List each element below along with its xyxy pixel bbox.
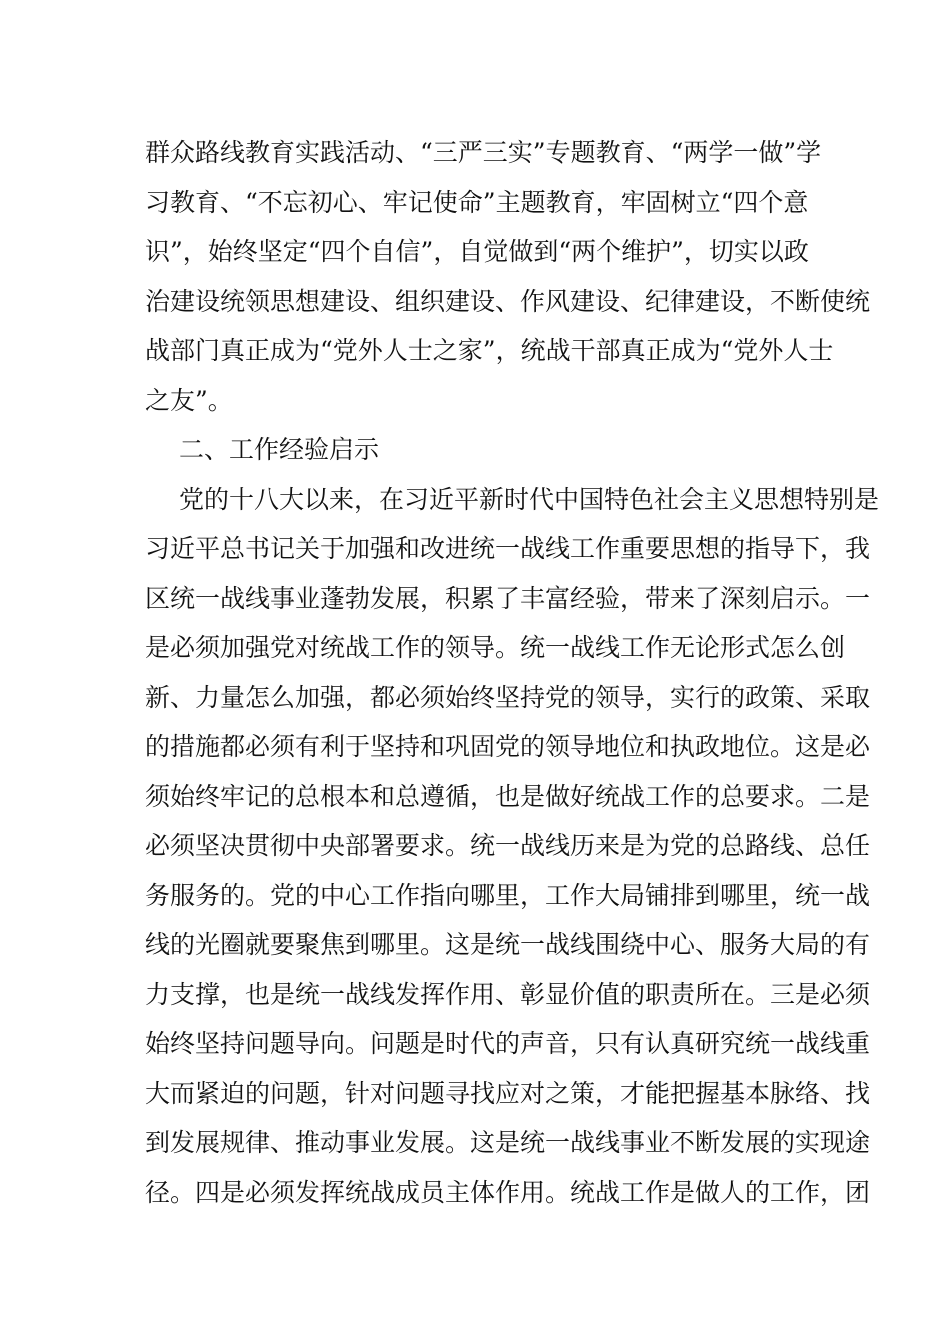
document-body xyxy=(145,128,880,1217)
body-line: 之友”。 xyxy=(145,385,233,415)
body-line: 新、力量怎么加强，都必须始终坚持党的领导，实行的政策、采取 xyxy=(145,682,871,712)
body-line: 群众路线教育实践活动、“三严三实”专题教育、“两学一做”学 xyxy=(145,138,822,167)
body-line: 大而紧迫的问题，针对问题寻找应对之策，才能把握基本脉络、找 xyxy=(145,1078,871,1108)
body-line: 线的光圈就要聚焦到哪里。这是统一战线围绕中心、服务大局的有 xyxy=(145,930,871,959)
body-line: 始终坚持问题导向。问题是时代的声音，只有认真研究统一战线重 xyxy=(145,1029,871,1058)
body-line: 党的十八大以来，在习近平新时代中国特色社会主义思想特别是 xyxy=(179,484,880,514)
body-line: 战部门真正成为“党外人士之家”，统战干部真正成为“党外人士 xyxy=(145,336,834,365)
body-line: 习教育、“不忘初心、牢记使命”主题教育，牢固树立“四个意 xyxy=(145,187,809,217)
body-line: 的措施都必须有利于坚持和巩固党的领导地位和执政地位。这是必 xyxy=(145,732,871,761)
body-line: 须始终牢记的总根本和总遵循，也是做好统战工作的总要求。二是 xyxy=(145,781,871,811)
body-line: 到发展规律、推动事业发展。这是统一战线事业不断发展的实现途 xyxy=(145,1128,871,1157)
body-line: 径。四是必须发挥统战成员主体作用。统战工作是做人的工作，团 xyxy=(145,1177,871,1207)
body-line: 习近平总书记关于加强和改进统一战线工作重要思想的指导下，我 xyxy=(145,534,871,563)
body-line: 治建设统领思想建设、组织建设、作风建设、纪律建设，不断使统 xyxy=(145,286,871,316)
body-line: 必须坚决贯彻中央部署要求。统一战线历来是为党的总路线、总任 xyxy=(145,831,871,860)
body-line: 是必须加强党对统战工作的领导。统一战线工作无论形式怎么创 xyxy=(145,633,846,662)
section-heading: 二、工作经验启示 xyxy=(179,435,380,464)
body-line: 识”，始终坚定“四个自信”，自觉做到“两个维护”，切实以政 xyxy=(145,237,809,266)
body-line: 务服务的。党的中心工作指向哪里，工作大局铺排到哪里，统一战 xyxy=(145,880,871,910)
body-line: 力支撑，也是统一战线发挥作用、彰显价值的职责所在。三是必须 xyxy=(145,979,871,1009)
body-line: 区统一战线事业蓬勃发展，积累了丰富经验，带来了深刻启示。一 xyxy=(145,583,871,613)
